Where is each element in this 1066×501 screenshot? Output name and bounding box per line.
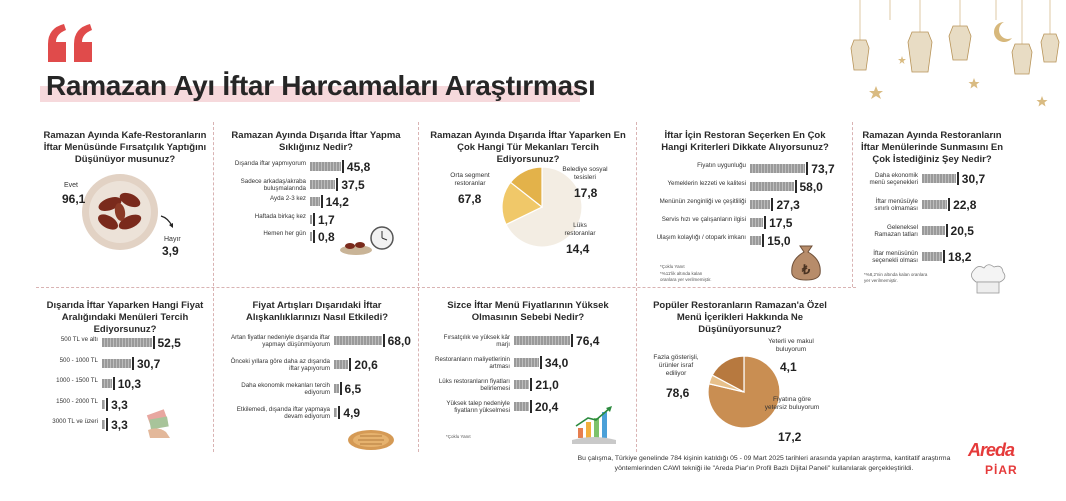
- bar-value-label: 17,5: [769, 216, 793, 230]
- bar-end-tick: [948, 198, 950, 211]
- bar-category-label: 500 - 1000 TL: [59, 356, 98, 364]
- bar: [310, 197, 320, 206]
- bar-end-tick: [771, 198, 773, 211]
- bar-end-tick: [957, 172, 959, 185]
- bar-category-label: Geleneksel Ramazan tatları: [874, 224, 918, 238]
- bar-category-label: Servis hızı ve çalışanların ilgisi: [661, 216, 746, 223]
- bar: [310, 215, 312, 224]
- bar: [310, 232, 312, 241]
- bar: [310, 180, 335, 189]
- chart-title: Sizce İftar Menü Fiyatlarının Yüksek Olmasının Sebebi Nedir?: [447, 300, 609, 323]
- bar-value-label: 45,8: [346, 160, 371, 174]
- bar-end-tick: [342, 160, 344, 173]
- bar-end-tick: [106, 418, 108, 431]
- bar-value-label: 3,3: [111, 397, 128, 412]
- bar-category-label: Dışarıda iftar yapmıyorum: [234, 160, 306, 167]
- bar: [922, 174, 956, 183]
- bar-value-label: 3,3: [111, 418, 128, 432]
- bar-end-tick: [313, 213, 315, 226]
- bar-category-label: Ayda 2-3 kez: [269, 195, 306, 202]
- bar-end-tick: [340, 382, 342, 395]
- bar: [922, 252, 942, 261]
- clock-iftar-illustration: [338, 222, 404, 256]
- pie-value: 78,6: [666, 386, 690, 400]
- bar-value-label: 73,7: [811, 162, 835, 176]
- pie-value: 3,9: [162, 244, 179, 258]
- bar-value-label: 20,6: [354, 358, 378, 372]
- pie-label: Belediye sosyal tesisleri: [562, 166, 608, 181]
- bar: [750, 218, 763, 227]
- bar-value-label: 30,7: [961, 172, 986, 186]
- chart-note: *Çoklu Yanıt: [446, 434, 471, 439]
- brand-logo-areda: Areda: [968, 440, 1015, 460]
- bar-category-label: Menünün zenginliği ve çeşitliliği: [659, 198, 746, 205]
- bar: [334, 408, 337, 417]
- bar-value-label: 58,0: [799, 180, 823, 194]
- bar-end-tick: [106, 398, 108, 411]
- chart-title: Fiyat Artışları Dışarıdaki İftar Alışkanlıklarınızı Nasıl Etkiledi?: [245, 300, 389, 323]
- pie-value: 96,1: [62, 192, 86, 206]
- column-divider: [418, 122, 419, 452]
- pie-label: Orta segment restoranlar: [450, 172, 490, 187]
- bar-category-label: Restoranların maliyetlerinin artması: [435, 356, 510, 370]
- bar-end-tick: [762, 234, 764, 247]
- bar-end-tick: [153, 336, 155, 349]
- bar-category-label: İftar menüsüyle sınırlı olmaması: [874, 198, 918, 212]
- pie-label: Lüks restoranlar: [564, 222, 596, 237]
- bar: [102, 359, 131, 368]
- bar-end-tick: [571, 334, 573, 347]
- chart-note: *%8,2'nin altında kalan oranlara yer verilmemiştir.: [864, 272, 928, 283]
- bar-end-tick: [349, 358, 351, 371]
- chart-title: Ramazan Ayında Restoranların İftar Menülerinde Sunmasını En Çok İstediğiniz Şey Nedir?: [861, 130, 1003, 165]
- bar-end-tick: [806, 162, 808, 175]
- bar-value-label: 52,5: [157, 336, 181, 350]
- bar-end-tick: [946, 224, 948, 237]
- bar: [750, 164, 805, 173]
- bar: [102, 420, 105, 429]
- bar-category-label: Daha ekonomik menü seçenekleri: [869, 172, 918, 186]
- bar: [102, 400, 105, 409]
- bar-end-tick: [313, 230, 315, 243]
- bar-end-tick: [336, 178, 338, 191]
- bar-value-label: 1,7: [318, 212, 335, 227]
- chart-note: *%11'lik altında kalan oranlara yer verilmemiştir.: [660, 271, 712, 282]
- bar-value-label: 27,3: [776, 198, 800, 212]
- bar-value-label: 14,2: [325, 195, 349, 209]
- bar-end-tick: [383, 334, 385, 347]
- arrow-icon: [160, 214, 178, 230]
- bar-value-label: 20,4: [534, 400, 559, 414]
- chart-title: Ramazan Ayında Kafe-Restoranların İftar Menüsünde Fırsatçılık Yaptığını Düşünüyor musunuz?: [43, 130, 207, 165]
- bar-end-tick: [795, 180, 797, 193]
- bar-value-label: 34,0: [544, 356, 569, 370]
- bar-value-label: 18,2: [948, 250, 972, 264]
- column-divider: [636, 122, 637, 452]
- bar: [922, 200, 947, 209]
- bar-category-label: Fiyatın uygunluğu: [697, 162, 746, 169]
- bar: [750, 182, 794, 191]
- bar: [750, 200, 770, 209]
- pie-value: 17,2: [778, 430, 802, 444]
- bar-end-tick: [540, 356, 542, 369]
- dates-plate-illustration: [78, 170, 162, 254]
- bar-category-label: Önceki yıllara göre daha az dışarıda iftar yapıyorum: [230, 358, 330, 372]
- bar-end-tick: [321, 195, 323, 208]
- bar-category-label: Artan fiyatlar nedeniyle dışarıda iftar yapmayı düşünmüyorum: [230, 334, 330, 348]
- bar-end-tick: [530, 400, 532, 413]
- bar: [310, 162, 341, 171]
- ramadan-lanterns-decoration: [846, 0, 1066, 112]
- bar: [750, 236, 761, 245]
- bar: [102, 338, 152, 347]
- bar-category-label: 1000 - 1500 TL: [56, 377, 98, 384]
- bar-value-label: 76,4: [576, 334, 600, 348]
- bar-value-label: 68,0: [387, 334, 411, 348]
- bar-value-label: 37,5: [341, 177, 365, 192]
- column-divider: [852, 122, 853, 287]
- bar-end-tick: [113, 377, 115, 390]
- bar-category-label: Ulaşım kolaylığı / otopark imkanı: [656, 234, 746, 241]
- brand-logo-piar: PİAR: [985, 463, 1018, 477]
- pie-value: 14,4: [566, 242, 590, 256]
- bar: [334, 336, 382, 345]
- pie-label: Fiyatına göre yetersiz buluyorum: [764, 396, 820, 411]
- pie-label: Hayır: [164, 236, 181, 243]
- chart-title: Ramazan Ayında Dışarıda İftar Yaparken En Çok Hangi Tür Mekanları Tercih Ediyorsunuz?: [430, 130, 626, 165]
- chart-title: İftar İçin Restoran Seçerken En Çok Hangi Kriterleri Dikkate Alıyorsunuz?: [661, 130, 829, 153]
- rising-chart-icon: [572, 404, 616, 444]
- bar-category-label: Yüksek talep nedeniyle fiyatların yükselmesi: [446, 400, 510, 414]
- bar-category-label: 500 TL ve altı: [60, 336, 98, 343]
- pie-value: 67,8: [458, 192, 482, 206]
- svg-text:₺: ₺: [801, 262, 811, 277]
- bar-category-label: Haftada birkaç kez: [254, 212, 306, 220]
- money-bag-icon: [786, 240, 826, 282]
- chef-hat-icon: [968, 262, 1008, 296]
- bar-end-tick: [764, 216, 766, 229]
- chart-note: *Çoklu Yanıt: [660, 264, 685, 269]
- pie-label: Yeterli ve makul buluyorum: [768, 338, 814, 353]
- bar: [514, 358, 539, 367]
- bar-end-tick: [132, 357, 134, 370]
- pie-value: 4,1: [780, 360, 797, 374]
- quote-mark-icon: [46, 22, 96, 64]
- bar-value-label: 22,8: [953, 198, 977, 212]
- bar-value-label: 30,7: [136, 356, 161, 371]
- bar-value-label: 10,3: [117, 377, 142, 391]
- methodology-footnote: Bu çalışma, Türkiye genelinde 784 kişinin katıldığı 05 - 09 Mart 2025 tarihleri arasında yapılan araştırma, kantitatif araştırma yöntemlerinden CAWI tekniği ile "Areda Piar'ın Profil Bazlı Dijital Paneli" kullanılarak gerçekleştirildi.: [577, 455, 951, 472]
- column-divider: [213, 122, 214, 452]
- bar-category-label: Sadece arkadaş/akraba buluşmalarında: [240, 177, 306, 192]
- page-title: Ramazan Ayı İftar Harcamaları Araştırması: [46, 70, 596, 101]
- chart-title: Popüler Restoranların Ramazan'a Özel Menü İçerikleri Hakkında Ne Düşünüyorsunuz?: [653, 300, 827, 335]
- chart-title: Dışarıda İftar Yaparken Hangi Fiyat Aralığındaki Menüleri Tercih Ediyorsunuz?: [46, 300, 204, 335]
- bar-category-label: İftar menüsünün seçenekli olması: [872, 250, 918, 264]
- bar-end-tick: [530, 378, 532, 391]
- bar: [514, 380, 529, 389]
- pie-label: Evet: [64, 182, 79, 189]
- bar-value-label: 21,0: [535, 378, 559, 392]
- bar: [514, 402, 529, 411]
- pie-value: 17,8: [574, 186, 598, 200]
- bar: [334, 384, 339, 393]
- bar-category-label: Lüks restoranların fiyatları belirlemesi: [438, 378, 510, 392]
- bar: [514, 336, 570, 345]
- bar-value-label: 20,5: [950, 224, 974, 238]
- pie-label: Fazla gösterişli, ürünler israf ediliyor: [653, 354, 699, 377]
- bar-value-label: 6,5: [344, 382, 362, 396]
- pie-chart-menu-opinion: [704, 352, 784, 432]
- bar-category-label: Daha ekonomik mekanları tercih ediyorum: [241, 382, 330, 396]
- bar: [334, 360, 348, 369]
- bar-value-label: 0,8: [318, 230, 335, 244]
- pide-bread-icon: [346, 428, 396, 452]
- row-divider: [36, 287, 856, 288]
- money-hand-icon: [144, 408, 174, 440]
- bar-category-label: 3000 TL ve üzeri: [52, 418, 98, 425]
- bar-category-label: Hemen her gün: [263, 230, 306, 237]
- bar-category-label: 1500 - 2000 TL: [56, 397, 98, 405]
- bar-value-label: 4,9: [343, 406, 361, 420]
- bar-category-label: Yemeklerin lezzeti ve kalitesi: [667, 180, 746, 187]
- bar-end-tick: [943, 250, 945, 263]
- bar-end-tick: [338, 406, 340, 419]
- chart-title: Ramazan Ayında Dışarıda İftar Yapma Sıklığınız Nedir?: [231, 130, 401, 153]
- bar: [922, 226, 945, 235]
- bar-category-label: Fırsatçılık ve yüksek kâr marjı: [443, 334, 510, 348]
- bar: [102, 379, 112, 388]
- bar-value-label: 15,0: [767, 234, 791, 248]
- bar-category-label: Etkilemedi, dışarıda iftar yapmaya devam ediyorum: [236, 406, 330, 420]
